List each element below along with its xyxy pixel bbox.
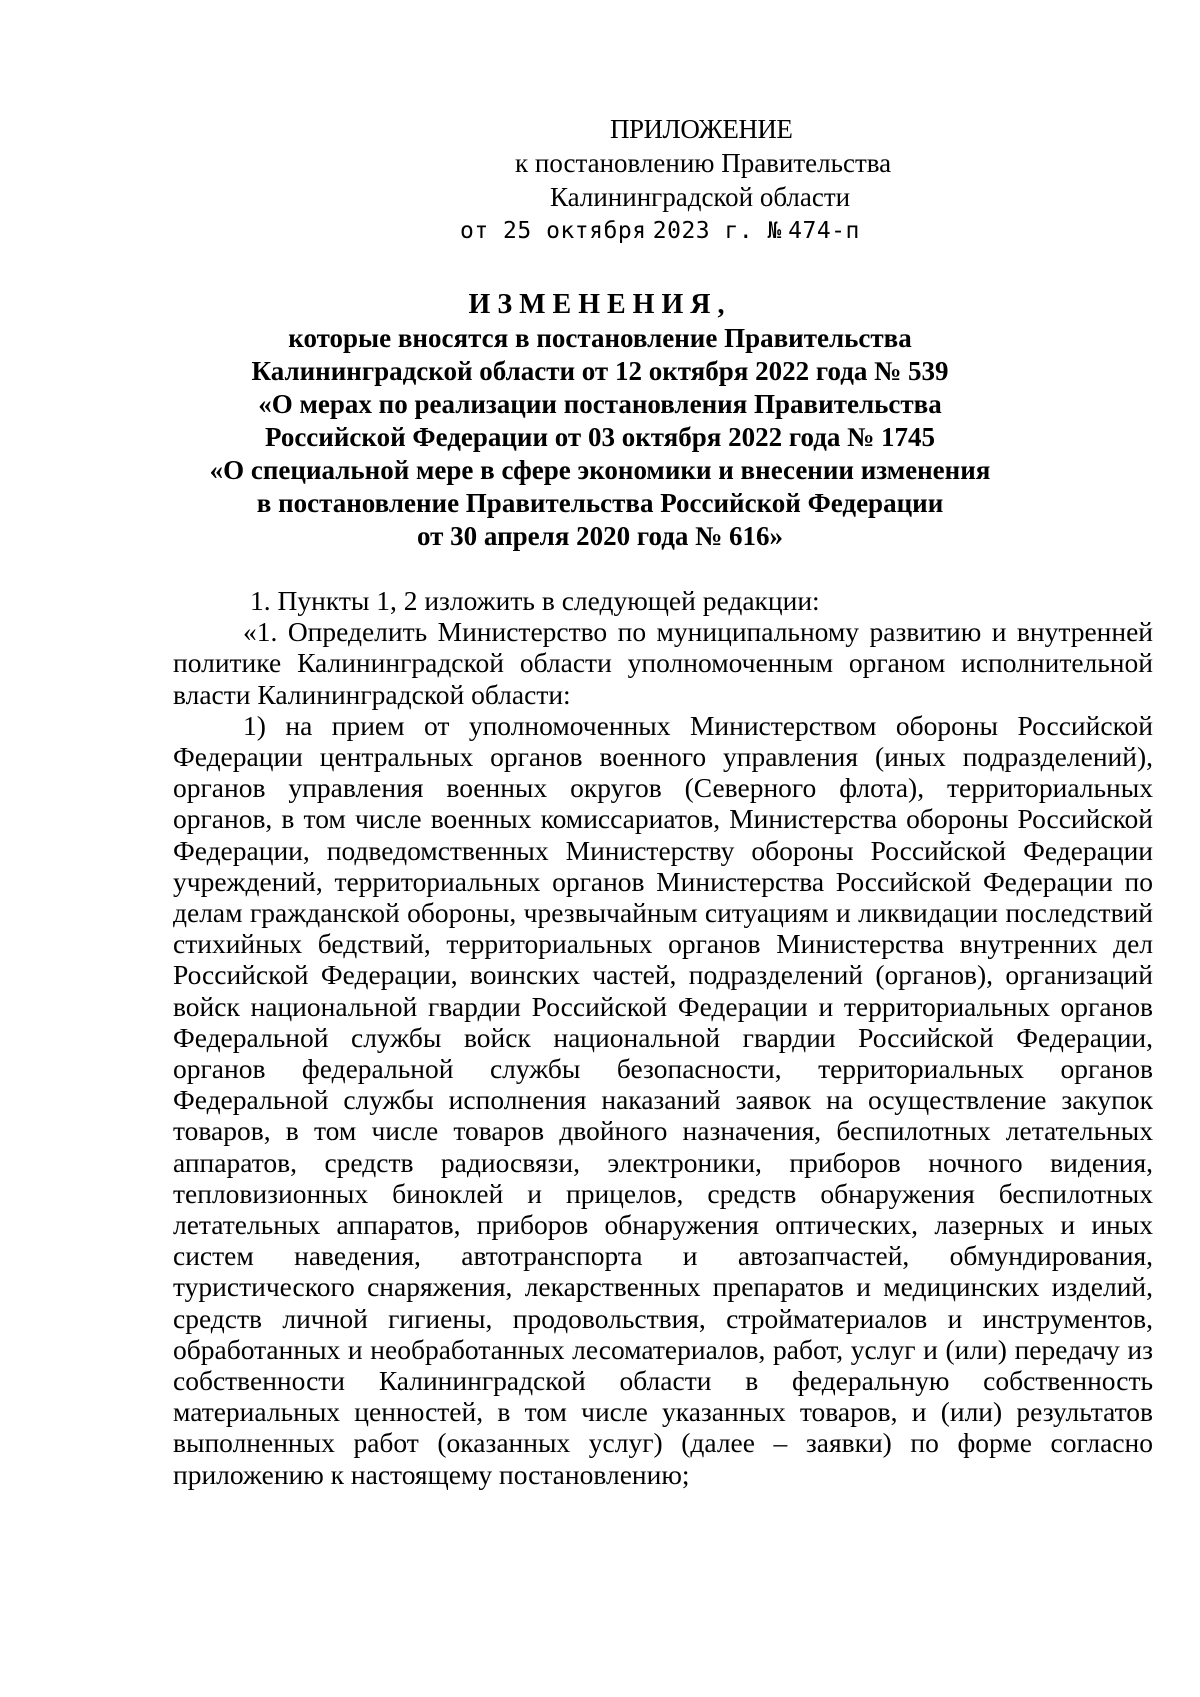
- title-line: которые вносятся в постановление Правительства: [288, 323, 912, 353]
- annex-line-resolution: к постановлению Правительства: [515, 148, 892, 178]
- title-line: Российской Федерации от 03 октября 2022 года № 1745: [265, 422, 935, 452]
- title-heading: ИЗМЕНЕНИЯ,: [468, 289, 732, 320]
- annex-title: ПРИЛОЖЕНИЕ: [610, 114, 793, 144]
- document-title: [150, 288, 1050, 553]
- title-line: Калининградской области от 12 октября 2022 года № 539: [251, 356, 949, 386]
- title-line: «О мерах по реализации постановления Правительства: [258, 389, 942, 419]
- annex-year: 2023 г. №: [652, 218, 782, 244]
- document-body: [173, 585, 1153, 1490]
- paragraph-subitem-1: 1) на прием от уполномоченных Министерством обороны Российской Федерации центральных органов военного управления (иных подразделений), органов управления военных округов (Северного флота), территориальных органов, в том числе военных комиссариатов, Министерства обороны Российской Федерации, подведомственных Министерству обороны Российской Федерации учреждений, территориальных органов Министерства Российской Федерации по делам гражданской обороны, чрезвычайным ситуациям и ликвидации последствий стихийных бедствий, территориальных органов Министерства внутренних дел Российской Федерации, воинских частей, подразделений (органов), организаций войск национальной гвардии Российской Федерации и территориальных органов Федеральной службы войск национальной гвардии Российской Федерации, органов федеральной службы безопасности, территориальных органов Федеральной службы исполнения наказаний заявок на осуществление закупок товаров, в том числе товаров двойного назначения, беспилотных летательных аппаратов, средств радиосвязи, электроники, приборов ночного видения, тепловизионных биноклей и прицелов, средств обнаружения беспилотных летательных аппаратов, приборов обнаружения оптических, лазерных и иных систем наведения, автотранспорта и автозапчастей, обмундирования, туристического снаряжения, лекарственных препаратов и медицинских изделий, средств личной гигиены, продовольствия, стройматериалов и инструментов, обработанных и необработанных лесоматериалов, работ, услуг и (или) передачу из собственности Калининградской области в федеральную собственность материальных ценностей, в том числе указанных товаров, и (или) результатов выполненных работ (оказанных услуг) (далее – заявки) по форме согласно приложению к настоящему постановлению;: [173, 709, 1153, 1490]
- title-line: в постановление Правительства Российской Федерации: [256, 488, 944, 518]
- annex-date: от 25 октября: [460, 218, 647, 244]
- title-line: от 30 апреля 2020 года № 616»: [417, 521, 783, 551]
- paragraph-define-ministry: «1. Определить Министерство по муниципальному развитию и внутренней политике Калининградской области уполномоченным органом исполнительной власти Калининградской области:: [173, 616, 1153, 710]
- paragraph-item-1: 1. Пункты 1, 2 изложить в следующей редакции:: [250, 585, 820, 616]
- annex-header: [460, 112, 1160, 248]
- annex-number: 474-п: [788, 218, 860, 244]
- annex-line-date: [460, 214, 1160, 248]
- annex-line-region: Калининградской области: [550, 182, 851, 212]
- title-line: «О специальной мере в сфере экономики и внесении изменения: [209, 455, 991, 485]
